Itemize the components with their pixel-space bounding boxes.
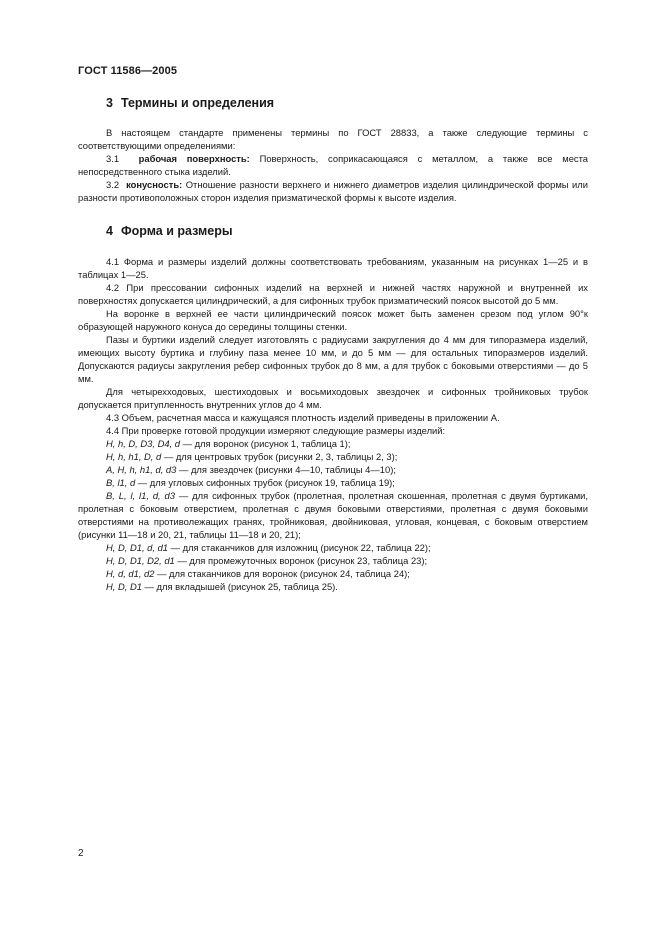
- section-3-heading: [106, 96, 274, 110]
- dimension-description: — для стаканчиков для воронок (рисунок 24, таблица 24);: [154, 568, 410, 579]
- dimension-list-item: [78, 450, 588, 463]
- dimension-list: [78, 437, 588, 593]
- paragraph-4-4: 4.4 При проверке готовой продукции измеряют следующие размеры изделий:: [106, 425, 446, 436]
- dimension-symbols: A, H, h, h1, d, d3: [106, 464, 177, 475]
- paragraph-4-3: 4.3 Объем, расчетная масса и кажущаяся плотность изделий приведены в приложении А.: [106, 412, 500, 423]
- dimension-list-item: [78, 489, 588, 541]
- term-2-number: 3.2: [106, 179, 120, 190]
- dimension-list-item: [78, 580, 588, 593]
- term-1-name: рабочая поверхность:: [138, 153, 250, 164]
- dimension-symbols: H, h, h1, D, d: [106, 451, 162, 462]
- document-code-header: ГОСТ 11586—2005: [78, 65, 178, 77]
- dimension-description: — для вкладышей (рисунок 25, таблица 25).: [141, 581, 338, 592]
- dimension-symbols: B, L, l, l1, d, d3: [106, 490, 175, 501]
- paragraph-grooves: Пазы и буртики изделий следует изготовлять с радиусами закругления до 4 мм для типоразмера изделий, имеющих высоту буртика и глубину паза менее 10 мм, и до 5 мм — для остальных типоразмеров изделий. Допускаются радиусы закругления ребер сифонных трубок до 8 мм, а для трубок с боковыми отверстиями — до 5 мм.: [78, 334, 588, 384]
- term-1-number: 3.1: [106, 153, 120, 164]
- dimension-symbols: H, d, d1, d2: [106, 568, 155, 579]
- dimension-list-item: [78, 437, 588, 450]
- dimension-description: — для звездочек (рисунки 4—10, таблицы 4—10);: [176, 464, 396, 475]
- section-4-title: Форма и размеры: [120, 224, 233, 238]
- dimension-symbols: H, D, D1, D2, d1: [106, 555, 175, 566]
- term-2-name: конусность:: [126, 179, 183, 190]
- section-3-title: Термины и определения: [120, 96, 275, 110]
- section-4-body: [78, 255, 588, 593]
- dimension-description: — для угловых сифонных трубок (рисунок 19, таблица 19);: [135, 477, 395, 488]
- dimension-description: — для воронок (рисунок 1, таблица 1);: [179, 438, 351, 449]
- dimension-list-item: [78, 567, 588, 580]
- dimension-description: — для стаканчиков для изложниц (рисунок 22, таблица 22);: [168, 542, 431, 553]
- section-3-intro: В настоящем стандарте применены термины по ГОСТ 28833, а также следующие термины с соответствующими определениями:: [78, 127, 588, 151]
- term-2-paragraph: [78, 178, 588, 204]
- paragraph-funnel-belt: На воронке в верхней ее части цилиндрический поясок может быть заменен срезом под углом 90°к образующей наружного конуса до середины толщины стенки.: [78, 308, 588, 332]
- paragraph-4-2: 4.2 При прессовании сифонных изделий на верхней и нижней частях наружной и внутренней их поверхностях допускается цилиндрический, а для сифонных трубок призматический поясок высотой до 5 мм.: [78, 282, 588, 306]
- dimension-description: — для сифонных трубок (пролетная, пролетная скошенная, пролетная с двумя буртиками, пролетная с боковым отверстием, пролетная с двумя боковыми отверстиями, пролетная с двумя боковыми отверстиями на противолежащих гранях, тройниковая, двойниковая, угловая, концевая, с боковым отверстием (рисунки 11—18 и 20, 21, таблицы 11—18 и 20, 21);: [78, 490, 588, 540]
- section-3-body: [78, 126, 588, 204]
- section-3-number: 3: [106, 96, 113, 110]
- term-2-definition: Отношение разности верхнего и нижнего диаметров изделия цилиндрической формы или разности противоположных сторон изделия призматической формы к высоте изделия.: [78, 179, 588, 203]
- dimension-symbols: H, D, D1, d, d1: [106, 542, 169, 553]
- dimension-list-item: [78, 476, 588, 489]
- dimension-symbols: B, l1, d: [106, 477, 136, 488]
- dimension-list-item: [78, 541, 588, 554]
- section-4-heading: [106, 224, 233, 238]
- paragraph-4-1: 4.1 Форма и размеры изделий должны соответствовать требованиям, указанным на рисунках 1—25 и в таблицах 1—25.: [78, 256, 588, 280]
- dimension-description: — для промежуточных воронок (рисунок 23, таблица 23);: [174, 555, 428, 566]
- dimension-symbols: H, D, D1: [106, 581, 142, 592]
- page-number: 2: [78, 848, 84, 859]
- paragraph-stars: Для четырехходовых, шестиходовых и восьмиходовых звездочек и сифонных тройниковых трубок допускается притупленность внутренних углов до 4 мм.: [78, 386, 588, 410]
- dimension-list-item: [78, 554, 588, 567]
- dimension-symbols: H, h, D, D3, D4, d: [106, 438, 180, 449]
- dimension-description: — для центровых трубок (рисунки 2, 3, таблицы 2, 3);: [161, 451, 398, 462]
- term-1-definition: Поверхность, соприкасающаяся с металлом, а также все места непосредственного стыка изделий.: [78, 153, 588, 177]
- term-1-paragraph: [78, 152, 588, 178]
- section-4-number: 4: [106, 224, 113, 238]
- dimension-list-item: [78, 463, 588, 476]
